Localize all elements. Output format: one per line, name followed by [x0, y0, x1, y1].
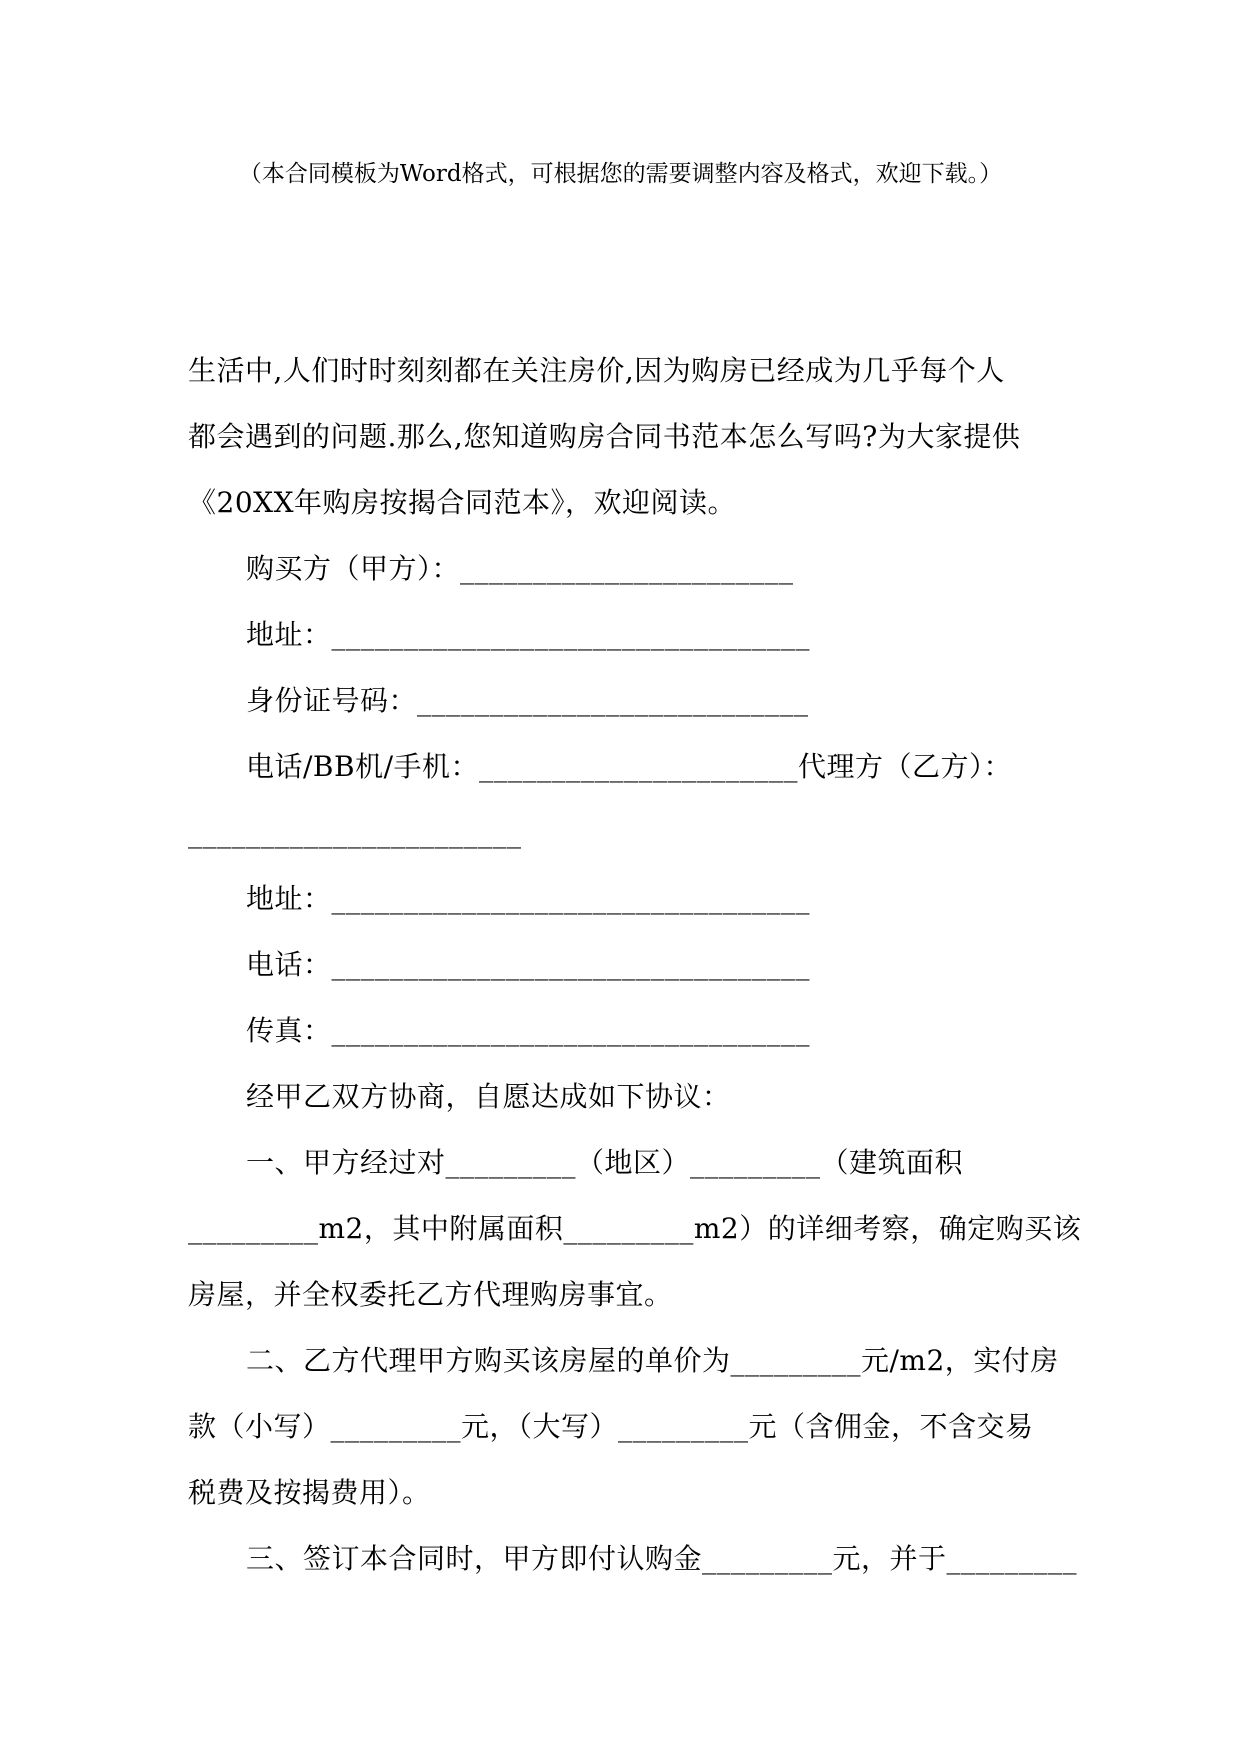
agent-address-field: 地址：_________________________________	[246, 882, 811, 915]
contract-body	[188, 338, 1082, 1592]
agent-name-blank: _______________________	[188, 816, 522, 849]
template-note: （本合同模板为Word格式，可根据您的需要调整内容及格式，欢迎下载。）	[238, 161, 1003, 187]
buyer-address-field: 地址：_________________________________	[246, 618, 811, 651]
clause-1-line-1: 一、甲方经过对_________（地区）_________（建筑面积	[246, 1146, 964, 1179]
clause-2-line-1: 二、乙方代理甲方购买该房屋的单价为_________元/m2，实付房	[246, 1344, 1059, 1377]
intro-line-3: 《20XX年购房按揭合同范本》，欢迎阅读。	[188, 486, 736, 519]
clause-3	[188, 1526, 1078, 1592]
agent-phone-field: 电话：_________________________________	[246, 948, 811, 981]
clause-3-line-1: 三、签订本合同时，甲方即付认购金_________元，并于_________	[246, 1542, 1078, 1575]
clause-1	[188, 1130, 1082, 1328]
buyer-field: 购买方（甲方）：_______________________	[246, 552, 794, 585]
agreement-intro: 经甲乙双方协商，自愿达成如下协议：	[246, 1080, 731, 1113]
intro-line-2: 都会遇到的问题.那么,您知道购房合同书范本怎么写吗?为大家提供	[188, 420, 1021, 453]
clause-1-line-2: _________m2，其中附属面积_________m2）的详细考察，确定购买该	[188, 1212, 1082, 1245]
clause-2	[188, 1328, 1058, 1526]
intro-paragraph	[188, 338, 1058, 536]
clause-2-line-2: 款（小写）_________元，（大写）_________元（含佣金，不含交易	[188, 1410, 1034, 1443]
buyer-id-field: 身份证号码：___________________________	[246, 684, 809, 717]
buyer-phone-agent-field: 电话/BB机/手机：______________________代理方（乙方）：	[246, 750, 1013, 783]
agent-fax-field: 传真：_________________________________	[246, 1014, 811, 1047]
intro-line-1: 生活中,人们时时刻刻都在关注房价,因为购房已经成为几乎每个人	[188, 354, 1005, 387]
clause-2-line-3: 税费及按揭费用）。	[188, 1476, 431, 1509]
clause-1-line-3: 房屋，并全权委托乙方代理购房事宜。	[188, 1278, 673, 1311]
